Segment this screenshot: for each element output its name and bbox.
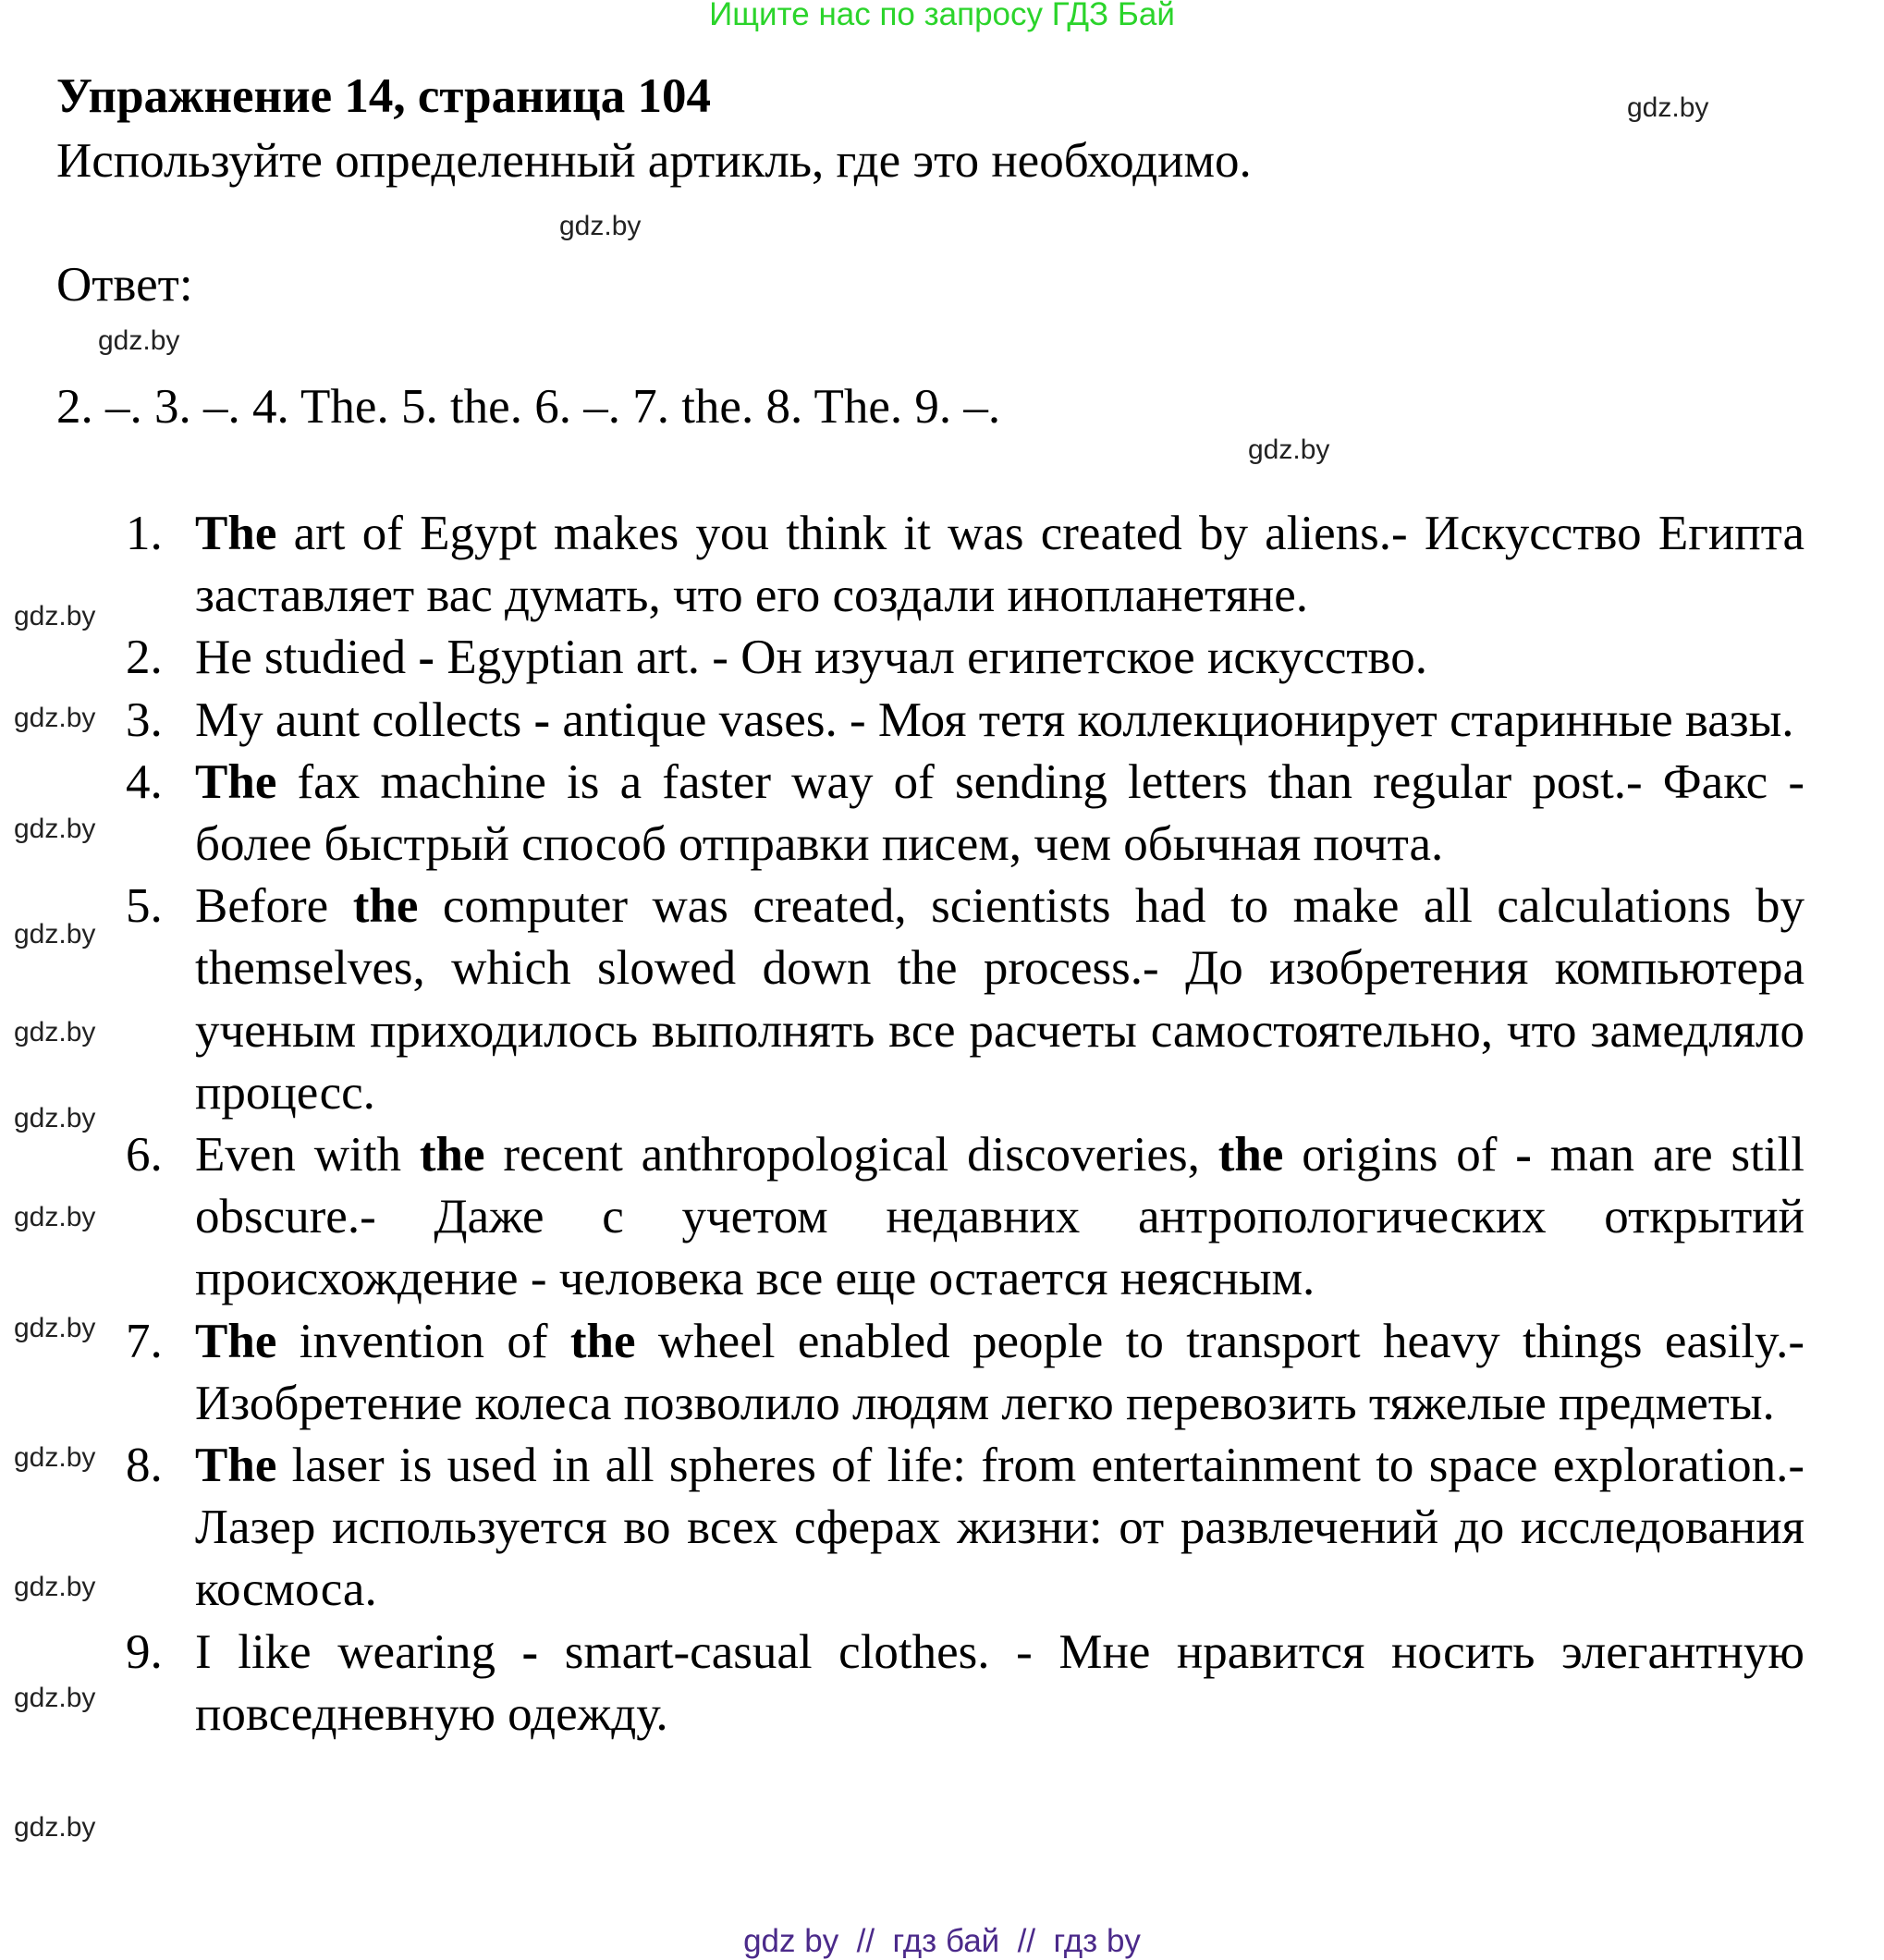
answer-article: -: [533, 692, 551, 747]
gdz-watermark: gdz.by: [1248, 435, 1330, 465]
list-item: [126, 1435, 1804, 1622]
gdz-watermark: gdz.by: [1627, 92, 1709, 123]
sentence-text: man are still obscure.- Даже с учетом недавних антропологических открытий происхождение - человека все еще остается неясным.: [195, 1128, 1804, 1306]
gdz-watermark: gdz.by: [14, 919, 96, 949]
answer-list: [126, 503, 1804, 1746]
answer-article: the: [419, 1128, 485, 1182]
gdz-watermark: gdz.by: [559, 211, 642, 241]
answers-summary: 2. –. 3. –. 4. The. 5. the. 6. –. 7. the. 8. The. 9. –.: [56, 380, 1001, 434]
list-item: [126, 876, 1804, 1124]
gdz-watermark: gdz.by: [14, 1017, 96, 1047]
answer-label: Ответ:: [56, 258, 193, 312]
sentence-text: invention of: [276, 1314, 570, 1368]
sentence-text: laser is used in all spheres of life: from entertainment to space exploration.- Лазер используется во всех сферах жизни: от развлечений до исследования космоса.: [195, 1439, 1804, 1617]
item-number: 8.: [126, 1439, 163, 1493]
item-number: 4.: [126, 754, 163, 809]
gdz-watermark: gdz.by: [14, 1683, 96, 1713]
gdz-watermark: gdz.by: [98, 325, 180, 356]
gdz-watermark: gdz.by: [14, 814, 96, 844]
sentence-text: computer was created, scientists had to make all calculations by themselves, which slowed down the process.- До изобретения компьютера ученым приходилось выполнять все расчеты самостоятельно, что замедляло процесс.: [195, 879, 1805, 1120]
sentence-text: smart-casual clothes. - Мне нравится носить элегантную повседневную одежду.: [195, 1624, 1804, 1741]
sentence-text: Egyptian art. - Он изучал египетское искусство.: [434, 631, 1427, 685]
sentence-text: Before: [195, 879, 353, 934]
footer-watermark: gdz by // гдз бай // гдз by: [743, 1923, 1141, 1959]
item-number: 9.: [126, 1624, 163, 1679]
item-number: 6.: [126, 1128, 163, 1182]
answer-article: the: [1217, 1128, 1284, 1182]
answer-article: The: [195, 754, 277, 809]
answer-article: -: [1515, 1128, 1532, 1182]
list-item: [126, 1311, 1804, 1435]
answer-article: The: [195, 1314, 277, 1368]
list-item: [126, 690, 1804, 752]
gdz-watermark: gdz.by: [14, 1812, 96, 1843]
item-number: 7.: [126, 1314, 163, 1368]
answer-article: the: [569, 1314, 636, 1368]
sentence-text: wheel enabled people to transport heavy things easily.- Изобретение колеса позволило людям легко перевозить тяжелые предметы.: [195, 1314, 1804, 1430]
sentence-text: I like wearing: [195, 1624, 522, 1679]
gdz-watermark: gdz.by: [14, 601, 96, 631]
list-item: [126, 1124, 1804, 1311]
sentence-text: art of Egypt makes you think it was created by aliens.- Искусство Египта заставляет вас думать, что его создали инопланетяне.: [195, 507, 1804, 623]
answer-article: The: [195, 507, 277, 560]
item-number: 5.: [126, 879, 163, 934]
list-item: [126, 627, 1804, 689]
sentence-text: My aunt collects: [195, 692, 534, 747]
sentence-text: fax machine is a faster way of sending letters than regular post.- Факс - более быстрый способ отправки писем, чем обычная почта.: [195, 754, 1804, 872]
answer-article: The: [195, 1439, 277, 1493]
answer-article: the: [352, 879, 419, 934]
gdz-watermark: gdz.by: [14, 1103, 96, 1133]
sentence-text: antique vases. - Моя тетя коллекционирует старинные вазы.: [550, 692, 1794, 747]
sentence-text: Even with: [195, 1128, 420, 1182]
item-number: 2.: [126, 631, 163, 685]
list-item: [126, 1622, 1804, 1746]
answer-article: -: [521, 1624, 539, 1679]
list-item: [126, 752, 1804, 876]
answer-article: -: [418, 631, 435, 685]
exercise-instruction: Используйте определенный артикль, где это необходимо.: [56, 134, 1252, 188]
gdz-watermark: gdz.by: [14, 703, 96, 733]
gdz-watermark: gdz.by: [14, 1313, 96, 1343]
gdz-watermark: gdz.by: [14, 1572, 96, 1602]
sentence-text: He studied: [195, 631, 419, 685]
gdz-watermark: gdz.by: [14, 1442, 96, 1473]
exercise-title: Упражнение 14, страница 104: [56, 69, 711, 123]
sentence-text: origins of: [1283, 1128, 1516, 1182]
item-number: 3.: [126, 692, 163, 747]
sentence-text: recent anthropological discoveries,: [484, 1128, 1218, 1182]
item-number: 1.: [126, 507, 163, 560]
gdz-watermark: gdz.by: [14, 1202, 96, 1232]
list-item: [126, 503, 1804, 627]
search-banner: Ищите нас по запросу ГДЗ Бай: [709, 0, 1175, 32]
